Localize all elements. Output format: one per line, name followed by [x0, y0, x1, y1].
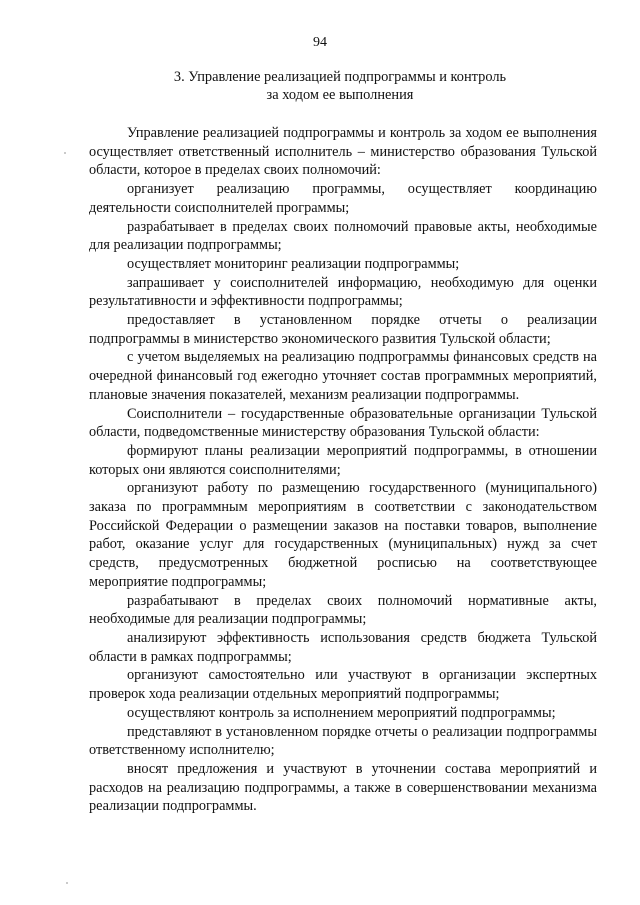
section-heading [120, 68, 560, 104]
section-heading-line-2: за ходом ее выполнения [266, 87, 414, 103]
paragraph-co-executors: Соисполнители – государственные образовательные организации Тульской области, подведомственные министерству образования Тульской области: [89, 405, 597, 441]
paragraph-requests-information: запрашивает у соисполнителей информацию, необходимую для оценки результативности и эффективности подпрограммы; [89, 274, 597, 310]
paragraph-organizes-program: организует реализацию программы, осуществляет координацию деятельности соисполнителей программы; [89, 181, 597, 216]
paragraph-form-plans: формируют планы реализации мероприятий подпрограммы, в отношении которых они являются соисполнителями; [89, 442, 597, 478]
scan-speck [66, 882, 68, 884]
paragraph-analyze-efficiency: анализируют эффективность использования средств бюджета Тульской области в рамках подпрограммы; [89, 629, 597, 665]
section-heading-line-1: 3. Управление реализацией подпрограммы и контроль [173, 69, 507, 85]
page-number: 94 [313, 35, 327, 50]
paragraph-responsible-executor: Управление реализацией подпрограммы и контроль за ходом ее выполнения осуществляет ответственный исполнитель – министерство образования Тульской области, которое в пределах своих полномочий: [89, 125, 597, 179]
paragraph-develops-legal-acts: разрабатывает в пределах своих полномочий правовые акты, необходимые для реализации подпрограммы; [89, 218, 597, 254]
paragraph-submit-reports: представляют в установленном порядке отчеты о реализации подпрограммы ответственному исполнителю; [89, 723, 597, 759]
body-text [89, 124, 597, 816]
paragraph-annual-update: с учетом выделяемых на реализацию подпрограммы финансовых средств на очередной финансовый год ежегодно уточняет состав программных мероприятий, плановые значения показателей, механизм реализации подпрограммы. [89, 349, 597, 403]
paragraph-control-execution: осуществляют контроль за исполнением мероприятий подпрограммы; [127, 704, 556, 721]
scan-speck [64, 152, 66, 154]
paragraph-organize-procurement: организуют работу по размещению государственного (муниципального) заказа по программным мероприятиям в соответствии с законодательством Российской Федерации о размещении заказов на поставки товаров, выполнение работ, оказание услуг для государственных (муниципальных) нужд за счет средств, предусмотренных бюджетной росписью на соответствующее мероприятие подпрограммы; [89, 480, 597, 590]
paragraph-develop-normative-acts: разрабатывают в пределах своих полномочий нормативные акты, необходимые для реализации подпрограммы; [89, 592, 597, 628]
paragraph-monitoring: осуществляет мониторинг реализации подпрограммы; [127, 255, 460, 272]
paragraph-expert-reviews: организуют самостоятельно или участвуют в организации экспертных проверок хода реализации отдельных мероприятий подпрограммы; [89, 667, 597, 703]
paragraph-proposals: вносят предложения и участвуют в уточнении состава мероприятий и расходов на реализацию подпрограммы, а также в совершенствовании механизма реализации подпрограммы. [89, 760, 597, 815]
paragraph-provides-reports: предоставляет в установленном порядке отчеты о реализации подпрограммы в министерство экономического развития Тульской области; [89, 312, 597, 347]
